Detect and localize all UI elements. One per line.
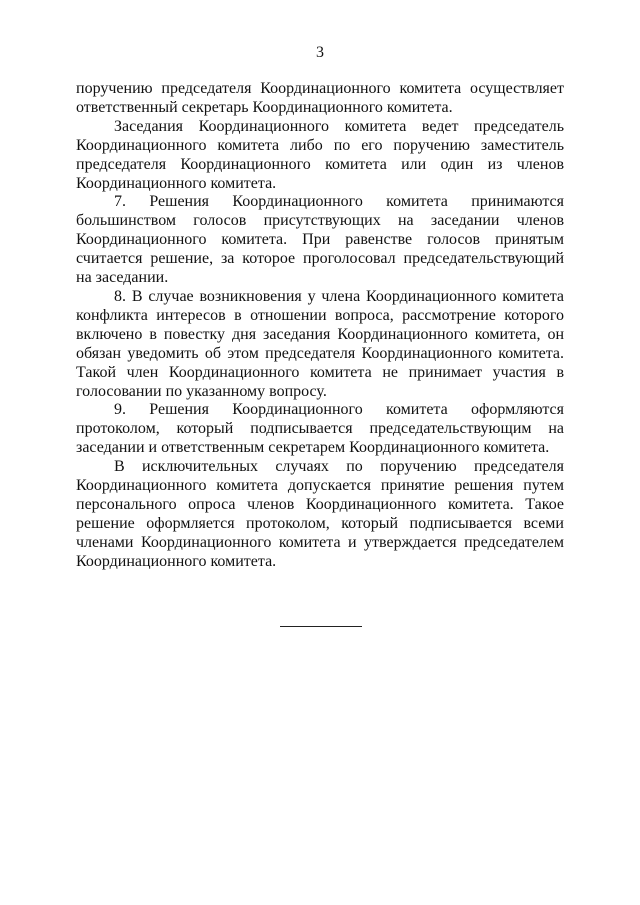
paragraph-item-8: 8. В случае возникновения у члена Координационного комитета конфликта интересов в отношении вопроса, рассмотрение которого включено в повестку дня заседания Координационного комитета, он обязан уведомить об этом председателя Координационного комитета. Такой член Координационного комитета не принимает участия в голосовании по указанному вопросу. [76, 287, 564, 400]
document-body [76, 80, 564, 572]
paragraph-item-9: 9. Решения Координационного комитета оформляются протоколом, который подписывается председательствующим на заседании и ответственным секретарем Координационного комитета. [76, 401, 564, 457]
paragraph-continuation: поручению председателя Координационного комитета осуществляет ответственный секретарь Координационного комитета. [76, 80, 564, 116]
end-of-document-rule [280, 626, 362, 627]
page-number: 3 [316, 44, 324, 61]
paragraph-meeting-chair: Заседания Координационного комитета ведет председатель Координационного комитета либо по его поручению заместитель председателя Координационного комитета или один из членов Координационного комитета. [76, 117, 564, 192]
paragraph-item-7: 7. Решения Координационного комитета принимаются большинством голосов присутствующих на заседании членов Координационного комитета. При равенстве голосов принятым считается решение, за которое проголосовал председательствующий на заседании. [76, 193, 564, 287]
paragraph-exceptional-cases: В исключительных случаях по поручению председателя Координационного комитета допускается принятие решения путем персонального опроса членов Координационного комитета. Такое решение оформляется протоколом, который подписывается всеми членами Координационного комитета и утверждается председателем Координационного комитета. [76, 458, 564, 570]
